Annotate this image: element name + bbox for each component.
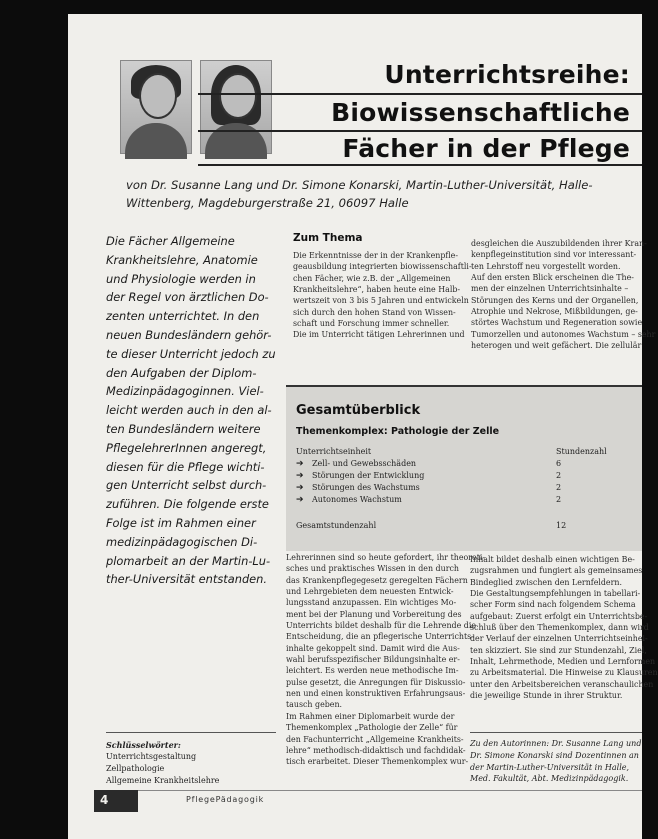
intro-line: Die Fächer Allgemeine [106,234,235,248]
body-line: Im Rahmen einer Diplomarbeit wurde der [286,711,455,721]
overview-box [286,385,642,551]
overview-row [296,471,626,482]
body-line: tausch geben. [286,700,343,710]
authors-line: von Dr. Susanne Lang und Dr. Simone Konarski, Martin-Luther-Universität, Halle-Wittenberg, Magdeburgerstraße 21, 06097 Halle [126,178,593,210]
footer-rule [94,790,642,791]
unit-hours: 2 [556,483,562,492]
body-line: Lehrerinnen sind so heute gefordert, ihr theoreti- [286,553,486,562]
arrow-icon: ➔ [296,459,304,469]
overview-row [296,459,626,470]
title-line-3: Fächer in der Pflege [342,134,630,163]
intro-line: diesen für die Pflege wichti- [106,459,265,474]
section-heading: Zum Thema [293,232,363,244]
keyword-item: Zellpathologie [106,764,165,773]
author-note-line: der Martin-Luther-Universität in Halle, [470,762,630,772]
unit-label: Störungen der Entwicklung [312,471,425,480]
intro-text [106,232,276,589]
body-line: aufgebaut: Zuerst erfolgt ein Unterrichtsbe- [470,611,648,621]
body-line: schluß über den Themenkomplex, dann wird [470,623,649,633]
body-line: störtes Wachstum und Regeneration sowie [471,318,643,328]
body-line: lehre“ methodisch-didaktisch und fachdidak- [286,745,466,755]
author-note-line: Med. Fakultät, Abt. Medizinpädagogik. [470,774,629,784]
body-line: ten skizziert. Sie sind zur Stundenzahl, Ziel, [470,645,647,655]
body-line: Die im Unterricht tätigen Lehrerinnen und [293,330,465,340]
intro-line: Folge ist im Rahmen einer [106,515,256,530]
author-note-line: Dr. Simone Konarski sind Dozentinnen an [470,750,639,760]
body-line: der Verlauf der einzelnen Unterrichtseinhei- [470,634,648,644]
overview-row [296,495,626,506]
body-line: lungsstand anzupassen. Ein wichtiges Mo- [286,598,457,608]
body-line: Inhalt, Lehrmethode, Medien und Lernformen [470,657,656,667]
body-column-1-top [293,250,472,341]
unit-hours: 2 [556,471,562,480]
magazine-page [68,14,658,839]
intro-line: neuen Bundesländern gehör- [106,327,272,342]
body-line: Themenkomplex „Pathologie der Zelle“ für [286,723,458,733]
body-line: nen und einen konstruktiven Erfahrungsaus- [286,689,466,699]
body-line: Krankheitslehre“, haben heute eine Halb- [293,285,461,295]
body-line: tisch erarbeitet. Dieser Themenkomplex wur- [286,757,469,767]
page-number-box [94,790,138,812]
body-line: wahl berufsspezifischer Bildungsinhalte er- [286,655,460,665]
title-rule [198,164,642,166]
body-line: Entscheidung, die an pflegerische Unterrichts- [286,632,474,642]
arrow-icon: ➔ [296,495,304,505]
intro-line: ten Bundesländern weitere [106,421,261,436]
overview-title: Gesamtüberblick [296,403,421,418]
intro-line: der Regel von ärztlichen Do- [106,290,269,305]
intro-line: PflegelehrerInnen angeregt, [106,440,267,455]
title-line-1: Unterrichtsreihe: [384,60,630,89]
overview-total-row [296,521,626,532]
keyword-item: Unterrichtsgestaltung [106,752,197,761]
body-line: Die Erkenntnisse der in der Krankenpfle- [293,251,458,260]
body-line: schaft und Forschung immer schneller. [293,319,450,329]
body-line: sches und praktisches Wissen in den durch [286,564,459,574]
journal-name: PflegePädagogik [186,795,265,804]
intro-line: leicht werden auch in den al- [106,403,272,418]
body-line: Unterrichts bildet deshalb für die Lehrende die [286,621,477,631]
body-line: chen Fächer, wie z.B. der „Allgemeinen [293,273,451,283]
body-line: Störungen des Kerns und der Organellen, [471,295,639,305]
intro-line: zenten unterrichtet. In den [106,309,260,324]
body-column-2-bottom [470,554,658,701]
body-line: heterogen und weit gefächert. Die zellulär [471,341,642,351]
body-line: ten Lehrstoff neu vorgestellt worden. [471,261,621,271]
body-line: den Fachunterricht „Allgemeine Krankheits- [286,734,464,744]
intro-line: Krankheitslehre, Anatomie [106,252,258,267]
author-photo-lang [120,60,192,154]
body-line: kenpflegeinstitution sind vor interessant- [471,250,637,260]
body-line: und Lehrgebieten dem neuesten Entwick- [286,587,454,597]
intro-line: plomarbeit an der Martin-Lu- [106,553,271,568]
total-label: Gesamtstundenzahl [296,521,377,530]
body-line: Die Gestaltungsempfehlungen in tabellari- [470,589,641,599]
title-rule [198,93,642,95]
intro-line: und Physiologie werden in [106,271,256,286]
overview-header-row [296,447,626,458]
column-header-hours: Stundenzahl [556,447,607,456]
body-column-2-top [471,238,656,351]
body-line: zugsrahmen und fungiert als gemeinsames [470,566,643,576]
body-line: ment bei der Planung und Vorbereitung des [286,609,462,619]
body-line: pulse gesetzt, die Anregungen für Diskussio- [286,677,466,687]
body-line: zu Arbeitsmaterial. Die Hinweise zu Klausuren [470,668,658,678]
keyword-item: Allgemeine Krankheitslehre [106,776,220,785]
author-note-line: Zu den Autorinnen: Dr. Susanne Lang und [470,739,642,748]
intro-line: medizinpädagogischen Di- [106,534,258,549]
body-line: geausbildung integrierten biowissenschaftli- [293,262,472,272]
title-line-2: Biowissenschaftliche [331,98,630,127]
intro-line: gen Unterricht selbst durch- [106,478,267,493]
body-line: die jeweilige Stunde in ihrer Struktur. [470,691,623,701]
body-line: leichtert. Es werden neue methodische Im- [286,666,459,676]
intro-line: den Aufgaben der Diplom- [106,365,257,380]
body-line: das Krankenpflegegesetz geregelten Fächern [286,575,468,585]
unit-hours: 2 [556,495,562,504]
body-line: unter den Arbeitsbereichen veranschaulichen [470,679,654,689]
body-line: desgleichen die Auszubildenden ihrer Kran- [471,239,647,248]
arrow-icon: ➔ [296,483,304,493]
author-photo-konarski [200,60,272,154]
intro-line: te dieser Unterricht jedoch zu [106,346,276,361]
body-line: men der einzelnen Unterrichtsinhalte – [471,284,629,294]
keywords-title: Schlüsselwörter: [106,740,181,750]
intro-line: zuführen. Die folgende erste [106,497,269,512]
intro-line: ther-Universität entstanden. [106,572,268,587]
body-line: scher Form sind nach folgendem Schema [470,600,636,610]
arrow-icon: ➔ [296,471,304,481]
body-line: Auf den ersten Blick erscheinen die The- [471,273,634,283]
unit-label: Zell- und Gewebsschäden [312,459,417,468]
body-line: Atrophie und Nekrose, Mißbildungen, ge- [471,307,638,317]
overview-subtitle: Themenkomplex: Pathologie der Zelle [296,426,500,437]
page-number: 4 [100,793,109,807]
unit-hours: 6 [556,459,562,468]
body-line: sich durch den hohen Stand von Wissen- [293,307,456,317]
unit-label: Autonomes Wachstum [312,495,402,504]
body-line: inhalte gekoppelt sind. Damit wird die Aus- [286,643,460,653]
title-rule [198,130,642,132]
keywords-box [106,732,276,787]
overview-row [296,483,626,494]
total-hours: 12 [556,521,567,530]
body-line: wertszeit von 3 bis 5 Jahren und entwickeln [293,296,469,306]
intro-line: Medizinpädagoginnen. Viel- [106,384,264,399]
body-line: Inhalt bildet deshalb einen wichtigen Be- [470,555,635,564]
body-line: Bindeglied zwischen den Lernfeldern. [470,577,622,587]
author-note [470,732,642,785]
column-header-unit: Unterrichtseinheit [296,447,372,456]
body-column-1-bottom [286,552,486,768]
body-line: Tumorzellen und autonomes Wachstum – sehr [471,329,656,339]
unit-label: Störungen des Wachstums [312,483,420,492]
